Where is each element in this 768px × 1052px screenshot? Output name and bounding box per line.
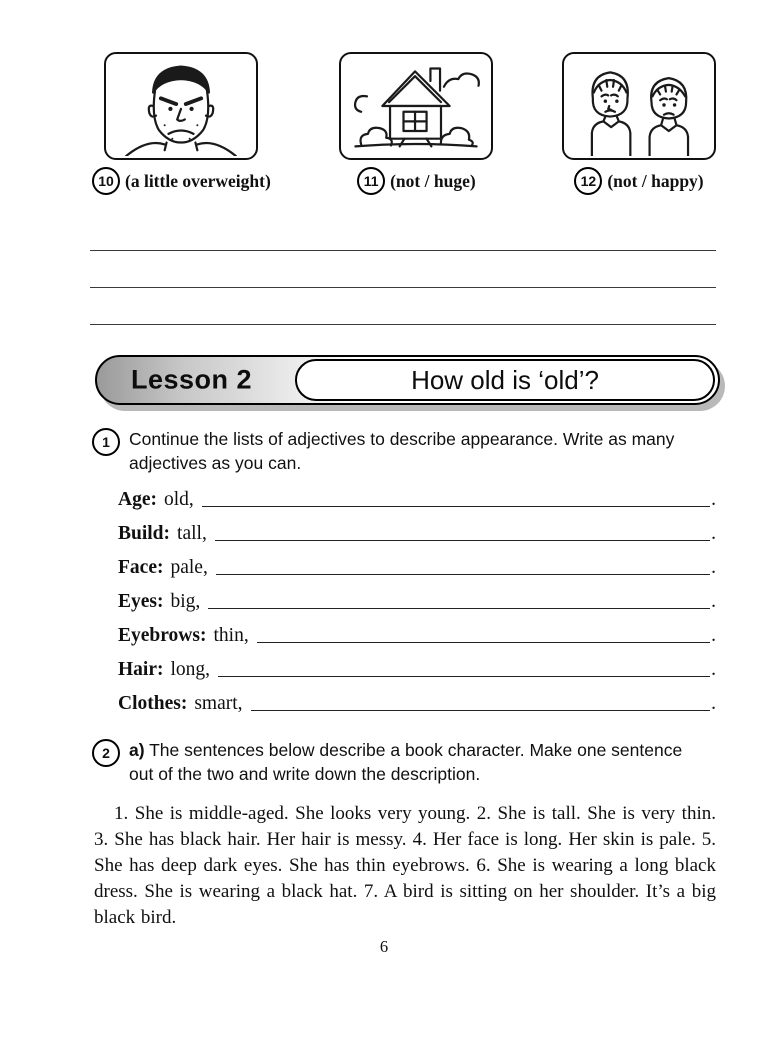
item-number-badge: 11: [357, 167, 385, 195]
caption-text: (not / happy): [607, 170, 704, 191]
exercise-number-badge: 2: [92, 739, 120, 767]
adjective-row-face: [118, 555, 716, 580]
workbook-page: [0, 52, 768, 957]
exercise-number-badge: 1: [92, 428, 120, 456]
writing-lines: [90, 214, 716, 325]
row-label: Hair:: [118, 659, 164, 681]
row-example-word: old,: [163, 489, 194, 511]
line-end-period: .: [711, 523, 716, 545]
line-end-period: .: [711, 693, 716, 715]
writing-line: [90, 214, 716, 251]
lesson-title: How old is ‘old’?: [295, 359, 715, 401]
part-label: a): [129, 740, 145, 761]
lesson-banner: [95, 355, 720, 405]
item-number-badge: 10: [92, 167, 120, 195]
exercise-1-instruction: Continue the lists of adjectives to describe appearance. Write as many adjectives as you can.: [129, 429, 675, 474]
caption-text: (not / huge): [390, 170, 476, 191]
picture-caption: [92, 168, 271, 194]
line-end-period: .: [711, 659, 716, 681]
adjective-row-clothes: [118, 691, 716, 716]
picture-exercise-row: [92, 52, 716, 194]
fill-in-blank-line: [208, 608, 710, 609]
row-label: Build:: [118, 523, 171, 545]
writing-line: [90, 288, 716, 325]
row-label: Eyes:: [118, 591, 164, 613]
fill-in-blank-line: [218, 676, 710, 677]
adjective-row-build: [118, 521, 716, 546]
house-illustration: [339, 52, 493, 160]
fill-in-blank-line: [215, 540, 710, 541]
adjective-row-hair: [118, 657, 716, 682]
exercise-2-instruction: [129, 738, 697, 786]
picture-caption: [357, 168, 476, 194]
line-end-period: .: [711, 591, 716, 613]
line-end-period: .: [711, 625, 716, 647]
row-example-word: smart,: [194, 693, 243, 715]
line-end-period: .: [711, 557, 716, 579]
row-label: Face:: [118, 557, 164, 579]
row-example-word: pale,: [170, 557, 208, 579]
adjective-row-eyebrows: [118, 623, 716, 648]
fill-in-blank-line: [257, 642, 710, 643]
adjective-row-age: [118, 487, 716, 512]
character-description-paragraph: 1. She is middle-aged. She looks very young. 2. She is tall. She is very thin. 3. She has black hair. Her hair is messy. 4. Her face is long. Her skin is pale. 5. She has deep dark eyes. She has thin eyebrows. 6. She is wearing a long black dress. She is wearing a black hat. 7. A bird is sitting on her shoulder. It’s a big black bird.: [94, 802, 716, 928]
row-example-word: thin,: [213, 625, 249, 647]
row-example-word: big,: [170, 591, 201, 613]
row-label: Clothes:: [118, 693, 188, 715]
two-boys-illustration: [562, 52, 716, 160]
picture-item: [92, 52, 271, 194]
lesson-number-label: Lesson 2: [131, 364, 253, 395]
row-label: Age:: [118, 489, 157, 511]
adjective-row-eyes: [118, 589, 716, 614]
instruction-text: The sentences below describe a book character. Make one sentence out of the two and write down the description.: [129, 740, 683, 785]
caption-text: (a little overweight): [125, 170, 271, 191]
exercise-1-header: [92, 427, 718, 475]
line-end-period: .: [711, 489, 716, 511]
exercise-2-header: [92, 738, 718, 786]
fill-in-blank-line: [202, 506, 710, 507]
grumpy-man-illustration: [104, 52, 258, 160]
picture-item: [339, 52, 493, 194]
picture-caption: [574, 168, 703, 194]
item-number-badge: 12: [574, 167, 602, 195]
row-example-word: tall,: [177, 523, 207, 545]
row-label: Eyebrows:: [118, 625, 207, 647]
fill-in-blank-line: [251, 710, 711, 711]
fill-in-blank-line: [216, 574, 710, 575]
row-example-word: long,: [170, 659, 211, 681]
adjective-list: [118, 487, 716, 716]
writing-line: [90, 251, 716, 288]
picture-item: [562, 52, 716, 194]
page-number: 6: [379, 936, 389, 956]
